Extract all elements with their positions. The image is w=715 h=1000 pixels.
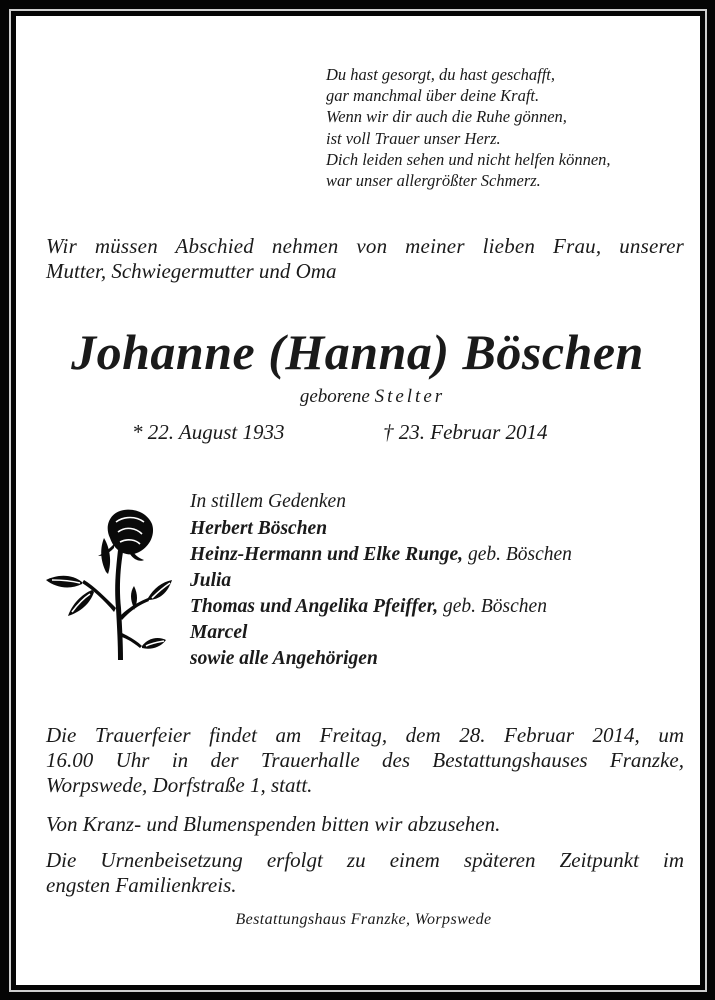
mourners-list xyxy=(190,489,572,672)
mourner-name: Herbert Böschen xyxy=(190,518,328,539)
intro-line-1: Wir müssen Abschied nehmen von meiner lieben Frau, unserer xyxy=(46,234,684,258)
urn-line-2: engsten Familienkreis. xyxy=(46,873,237,897)
flowers-note xyxy=(46,812,684,837)
mourner-name: Heinz-Hermann und Elke Runge, xyxy=(190,544,464,565)
farewell-intro xyxy=(46,234,684,284)
flowers-text: Von Kranz- und Blumenspenden bitten wir abzusehen. xyxy=(46,812,501,836)
poem-line: Dich leiden sehen und nicht helfen können, xyxy=(326,149,611,169)
death-date: † 23. Februar 2014 xyxy=(383,420,548,444)
rose-icon xyxy=(44,508,172,660)
poem-line: war unser allergrößter Schmerz. xyxy=(326,171,541,191)
born-prefix: geborene xyxy=(299,386,370,407)
intro-line-2: Mutter, Schwiegermutter und Oma xyxy=(46,259,337,283)
mourner-name: sowie alle Angehörigen xyxy=(190,648,378,669)
poem-line: gar manchmal über deine Kraft. xyxy=(326,86,540,106)
urn-burial-note xyxy=(46,848,684,898)
mourner-entry xyxy=(190,568,572,594)
mourner-entry xyxy=(190,542,572,568)
service-line-2: 16.00 Uhr in der Trauerhalle des Bestattungshauses Franzke, xyxy=(46,748,684,772)
mourner-name: Thomas und Angelika Pfeiffer, xyxy=(190,596,439,617)
maiden-name: Stelter xyxy=(374,386,446,407)
obituary-page xyxy=(16,16,700,985)
service-line-3: Worpswede, Dorfstraße 1, statt. xyxy=(46,773,313,797)
mourner-entry xyxy=(190,620,572,646)
birth-date: * 22. August 1933 xyxy=(132,420,285,444)
maiden-name-line xyxy=(16,386,699,408)
mourner-name: Julia xyxy=(190,570,232,591)
mourner-suffix: geb. Böschen xyxy=(438,596,547,617)
mourner-entry xyxy=(190,594,572,620)
poem-line: Du hast gesorgt, du hast geschafft, xyxy=(326,65,556,84)
funeral-service-info xyxy=(46,723,684,798)
deceased-name: Johanne (Hanna) Böschen xyxy=(71,324,644,380)
urn-line-1: Die Urnenbeisetzung erfolgt zu einem späteren Zeitpunkt im xyxy=(46,848,684,872)
mourner-entry xyxy=(190,516,572,542)
service-line-1: Die Trauerfeier findet am Freitag, dem 28. Februar 2014, um xyxy=(46,723,684,747)
funeral-home-credit: Bestattungshaus Franzke, Worpswede xyxy=(235,911,492,928)
mourner-entry xyxy=(190,646,572,672)
poem-line: ist voll Trauer unser Herz. xyxy=(326,128,501,148)
mourner-name: Marcel xyxy=(190,622,248,643)
mourners-heading: In stillem Gedenken xyxy=(190,491,346,512)
poem-line: Wenn wir dir auch die Ruhe gönnen, xyxy=(326,107,567,127)
poem xyxy=(326,64,611,191)
mourner-suffix: geb. Böschen xyxy=(463,544,572,565)
